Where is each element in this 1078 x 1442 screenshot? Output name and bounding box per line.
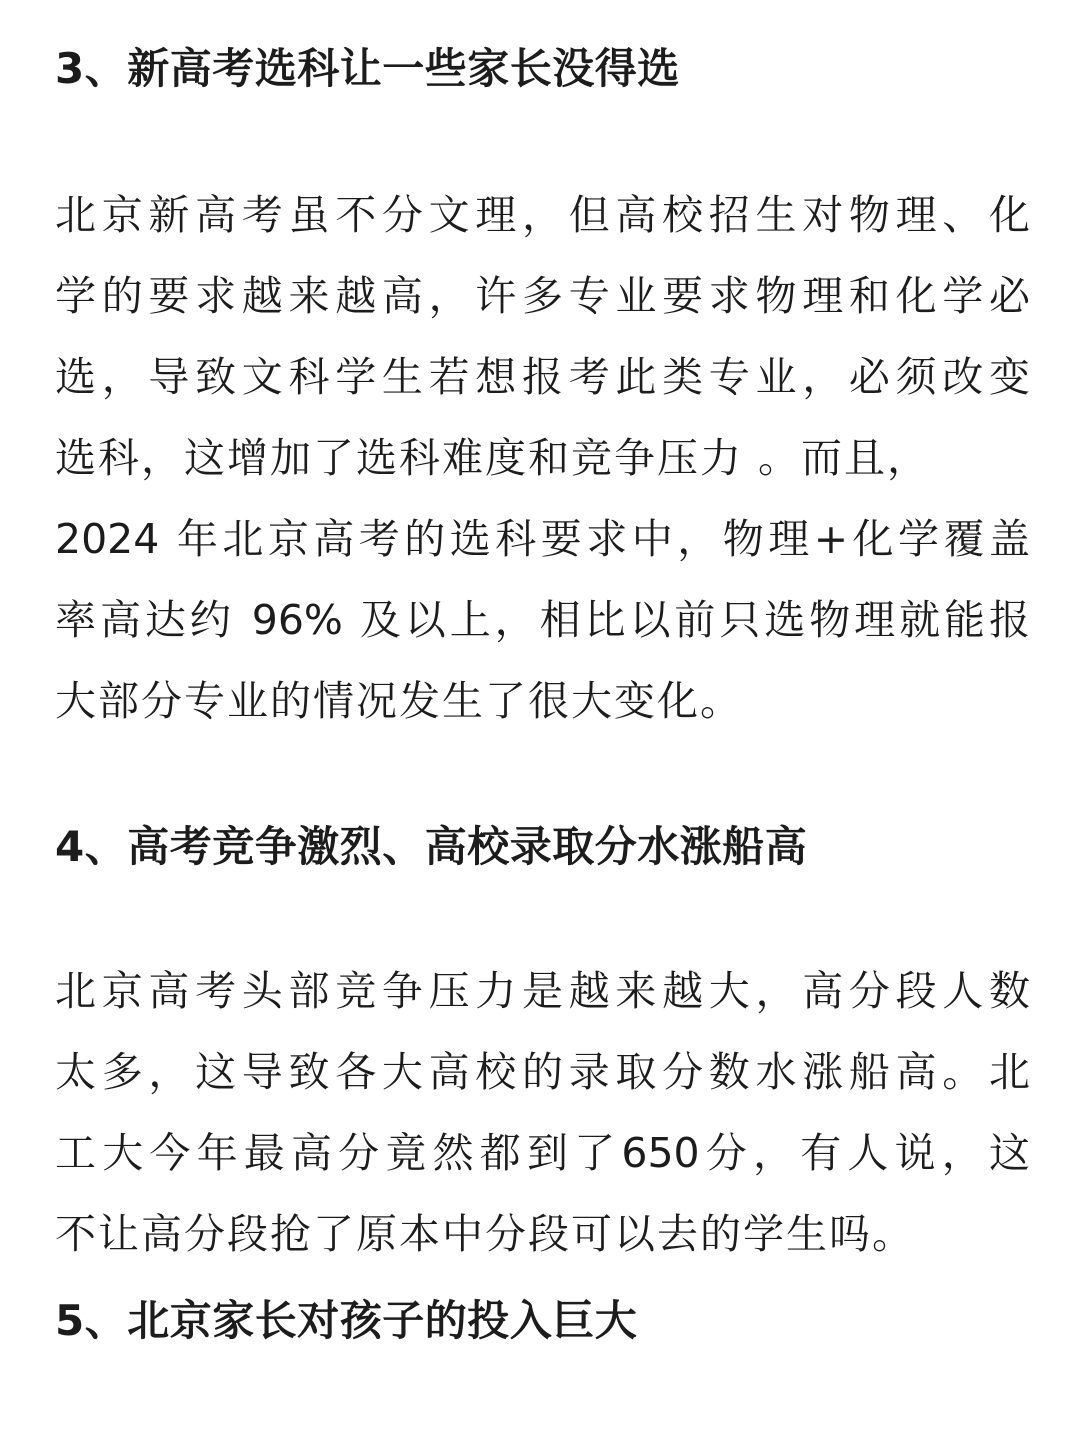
section-4-paragraph: [55, 951, 1030, 1275]
paragraph-line: 2024 年北京高考的选科要求中，物理+化学覆盖: [55, 515, 1030, 563]
paragraph-line: 率高达约 96% 及以上，相比以前只选物理就能报: [55, 596, 1030, 644]
section-3-heading: 3、新高考选科让一些家长没得选: [55, 44, 680, 93]
paragraph-line: 太多，这导致各大高校的录取分数水涨船高。北: [55, 1048, 1030, 1096]
section-4-heading: 4、高考竞争激烈、高校录取分水涨船高: [55, 822, 808, 871]
paragraph-line: 选科，这增加了选科难度和竞争压力 。而且，: [55, 434, 931, 482]
section-5-heading: 5、北京家长对孩子的投入巨大: [55, 1296, 638, 1345]
paragraph-line: 大部分专业的情况发生了很大变化。: [55, 677, 743, 725]
section-3-paragraph: [55, 175, 1030, 742]
paragraph-line: 选，导致文科学生若想报考此类专业，必须改变: [55, 353, 1030, 401]
paragraph-line: 学的要求越来越高，许多专业要求物理和化学必: [55, 272, 1030, 320]
paragraph-line: 北京新高考虽不分文理，但高校招生对物理、化: [55, 191, 1030, 239]
paragraph-line: 北京高考头部竞争压力是越来越大，高分段人数: [55, 967, 1030, 1015]
paragraph-line: 工大今年最高分竟然都到了650分，有人说，这: [55, 1129, 1030, 1177]
paragraph-line: 不让高分段抢了原本中分段可以去的学生吗。: [55, 1210, 915, 1258]
